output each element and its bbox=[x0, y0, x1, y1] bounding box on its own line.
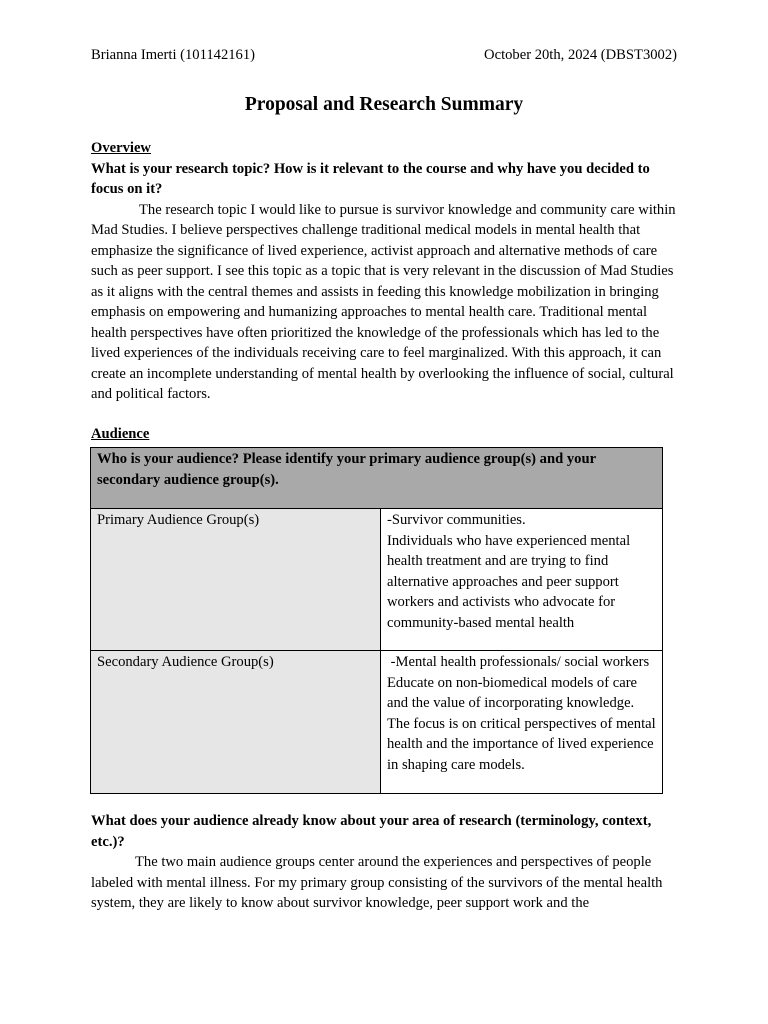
knowledge-section bbox=[91, 811, 677, 914]
audience-table bbox=[90, 447, 663, 794]
table-row bbox=[91, 651, 663, 794]
audience-heading-block bbox=[91, 424, 677, 445]
secondary-audience-label: Secondary Audience Group(s) bbox=[91, 651, 381, 794]
audience-heading: Audience bbox=[91, 426, 150, 442]
overview-answer: The research topic I would like to pursue is survivor knowledge and community care within Mad Studies. I believe perspectives challenge traditional medical models in mental health that emphasize the significance of lived experience, activist approach and alternative methods of care such as peer support. I see this topic as a topic that is very relevant in the discussion of Mad Studies as it aligns with the central themes and assists in feeding this knowledge mobilization in bringing emphasis on empowering and humanizing approaches to mental health care. Traditional mental health perspectives have often prioritized the knowledge of the professionals which has led to the lived experiences of the individuals receiving care to feel marginalized. With this approach, it can create an incomplete understanding of mental health by overlooking the influence of social, cultural and political factors. bbox=[91, 201, 676, 402]
audience-table-header: Who is your audience? Please identify your primary audience group(s) and your secondary audience group(s). bbox=[91, 448, 663, 509]
secondary-audience-value bbox=[381, 651, 663, 794]
primary-audience-line: -Survivor communities. bbox=[387, 512, 526, 528]
document-title: Proposal and Research Summary bbox=[244, 94, 524, 115]
secondary-audience-line: Educate on non-biomedical models of care and the value of incorporating knowledge. The focus is on critical perspectives of mental health and the importance of lived experience in shaping care models. bbox=[387, 674, 656, 773]
header-author: Brianna Imerti (101142161) bbox=[91, 47, 256, 63]
knowledge-question: What does your audience already know about your area of research (terminology, context, etc.)? bbox=[91, 813, 652, 850]
header-date-course: October 20th, 2024 (DBST3002) bbox=[484, 47, 677, 63]
primary-audience-label: Primary Audience Group(s) bbox=[91, 509, 381, 651]
overview-question: What is your research topic? How is it relevant to the course and why have you decided to focus on it? bbox=[91, 160, 650, 197]
primary-audience-line: Individuals who have experienced mental health treatment and are trying to find alternative approaches and peer support workers and activists who advocate for community-based mental health bbox=[387, 532, 631, 631]
secondary-audience-line: -Mental health professionals/ social workers bbox=[387, 654, 650, 670]
overview-section bbox=[91, 138, 677, 405]
table-row bbox=[91, 509, 663, 651]
overview-heading: Overview bbox=[91, 140, 151, 156]
primary-audience-value bbox=[381, 509, 663, 651]
knowledge-answer: The two main audience groups center around the experiences and perspectives of people labeled with mental illness. For my primary group consisting of the survivors of the mental health system, they are likely to know about survivor knowledge, peer support work and the bbox=[91, 854, 663, 911]
